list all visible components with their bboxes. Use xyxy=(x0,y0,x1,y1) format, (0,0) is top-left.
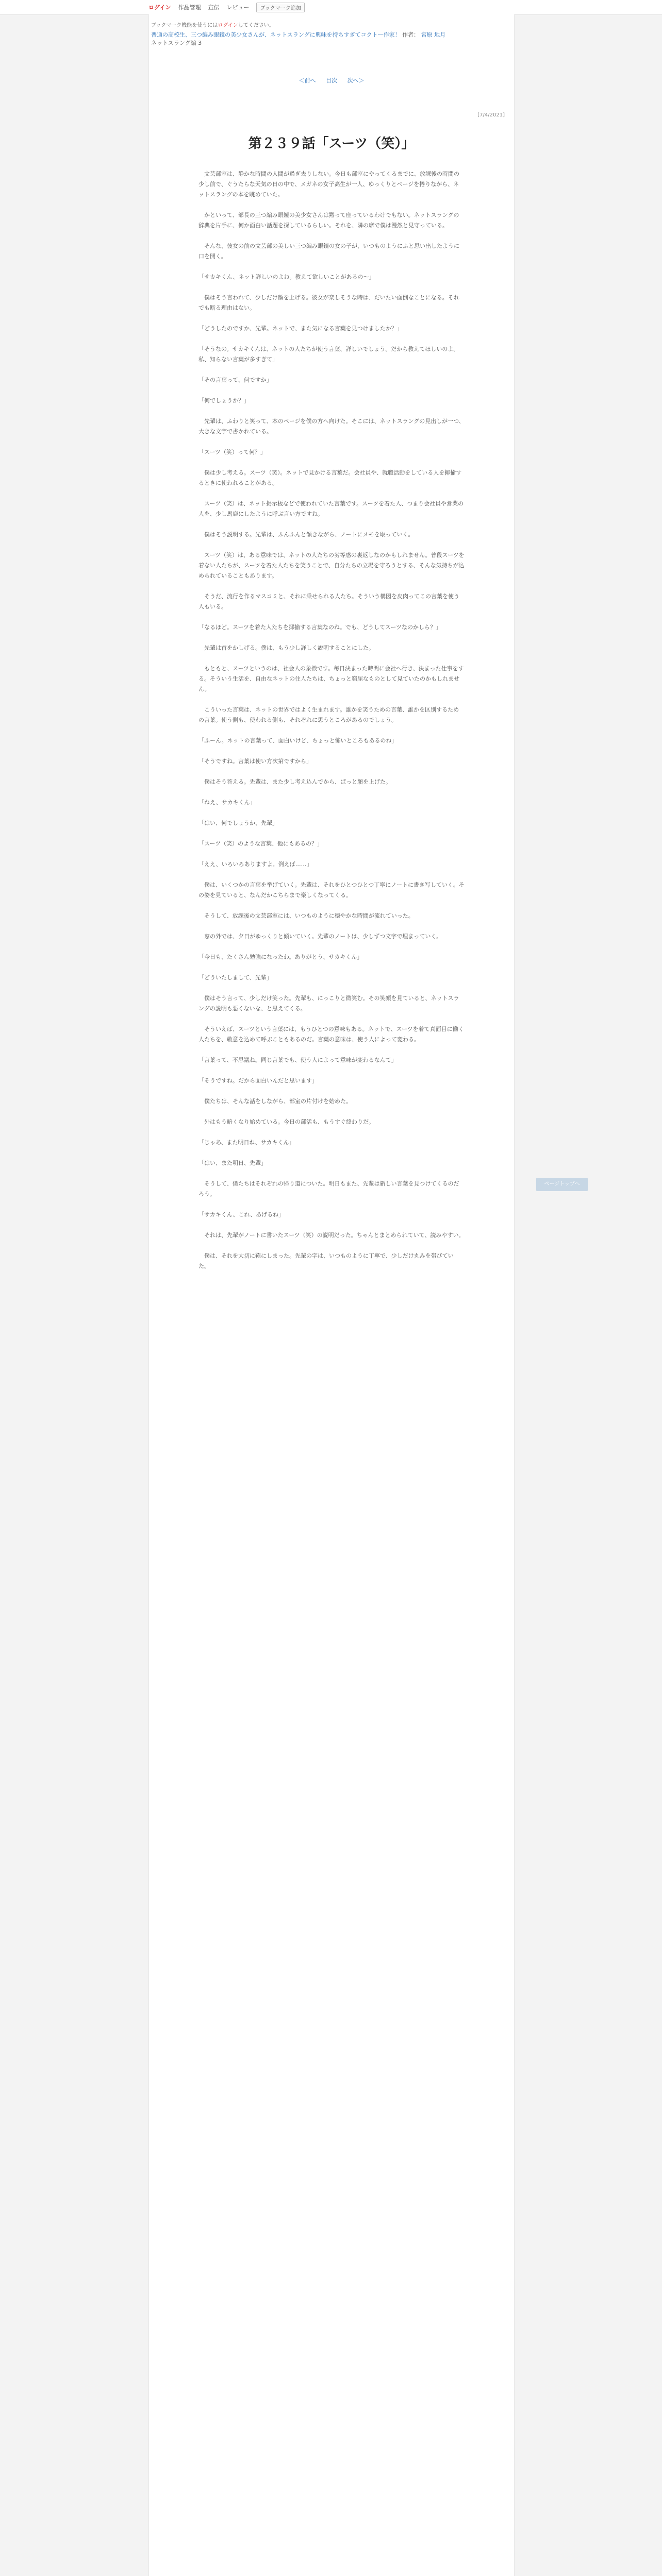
body-paragraph: 僕たちは、そんな話をしながら、部室の片付けを始めた。 xyxy=(204,1098,352,1105)
body-paragraph: 外はもう暗くなり始めている。今日の部活も、もうすぐ終わりだ。 xyxy=(204,1118,374,1125)
author-link[interactable]: 宮原 地月 xyxy=(421,31,446,38)
bookmark-add-button[interactable]: ブックマーク追加 xyxy=(256,3,304,12)
body-paragraph: そうだ、流行を作るマスコミと、それに乗せられる人たち。そういう構図を皮肉ってこの言葉を使う人もいる。 xyxy=(198,593,459,610)
body-paragraph: 「言葉って、不思議ね。同じ言葉でも、使う人によって意味が変わるなんて」 xyxy=(198,1057,397,1063)
body-paragraph: 「今日も、たくさん勉強になったわ。ありがとう、サカキくん」 xyxy=(198,954,363,960)
body-paragraph: スーツ（笑）は、ネット掲示板などで使われていた言葉です。スーツを着た人、つまり会社員や営業の人を、少し馬鹿にしたように呼ぶ言い方ですね。 xyxy=(198,500,464,517)
body-paragraph: 「ふーん。ネットの言葉って、面白いけど、ちょっと怖いところもあるのね」 xyxy=(198,737,398,744)
body-paragraph: スーツ（笑）は、ある意味では、ネットの人たちの劣等感の裏返しなのかもしれません。普段スーツを着ない人たちが、スーツを着た人たちを笑うことで、自分たちの立場を守ろうとする、そんな気持ちが込められていることもあります。 xyxy=(198,552,465,579)
body-paragraph: 「はい、また明日、先輩」 xyxy=(198,1160,267,1166)
body-paragraph: 先輩は、ふわりと笑って、本のページを僕の方へ向けた。そこには、ネットスラングの見出しが一つ、大きな文字で書かれている。 xyxy=(198,418,465,435)
top-bar xyxy=(0,0,662,15)
body-paragraph: 僕はそう言われて、少しだけ顔を上げる。彼女が楽しそうな時は、だいたい面倒なことになる。それでも断る理由はない。 xyxy=(198,294,459,311)
body-paragraph: 僕はそう言って、少しだけ笑った。先輩も、にっこりと微笑む。その笑顔を見ていると、ネットスラングの説明も悪くないな、と思えてくる。 xyxy=(198,995,459,1012)
author-label: 作者： xyxy=(402,31,420,38)
bookmark-notice xyxy=(151,21,274,28)
nav-review[interactable]: レビュー xyxy=(226,4,250,11)
body-paragraph: 文芸部室は、静かな時間の人間が過ぎ去りしない。今日も部室にやってくるまでに、放課後の時間の少し前で、ぐうたらな天気の日の中で、メガネの女子高生が一人、ゆっくりとページを捲りながら、ネットスラングの本を眺めていた。 xyxy=(198,171,459,198)
breadcrumb xyxy=(151,31,507,47)
body-paragraph: 「何でしょうか？」 xyxy=(198,397,250,404)
next-link[interactable]: 次へ＞ xyxy=(347,77,365,84)
body-paragraph: 僕は、いくつかの言葉を挙げていく。先輩は、それをひとつひとつ丁寧にノートに書き写していく。その姿を見ていると、なんだかこちらまで楽しくなってくる。 xyxy=(198,882,465,899)
chapter-group: ネットスラング編 3 xyxy=(151,40,202,46)
body-paragraph: 窓の外では、夕日がゆっくりと傾いていく。先輩のノートは、少しずつ文字で埋まっていく。 xyxy=(204,933,442,940)
body-paragraph: 「どうしたのですか、先輩。ネットで、また気になる言葉を見つけましたか？」 xyxy=(198,325,403,332)
body-paragraph: もともと、スーツというのは、社会人の象徴です。毎日決まった時間に会社へ行き、決まった仕事をする。そういう生活を、自由なネットの住人たちは、ちょっと窮屈なものとして見ていたのかもしれません。 xyxy=(198,665,464,692)
chapter-body xyxy=(198,169,465,1282)
body-paragraph: 僕は、それを大切に鞄にしまった。先輩の字は、いつものように丁寧で、少しだけ丸みを帯びていた。 xyxy=(198,1252,454,1269)
prev-link[interactable]: ＜前へ xyxy=(299,77,316,84)
body-paragraph: 「ねえ、サカキくん」 xyxy=(198,799,256,806)
body-paragraph: 「じゃあ、また明日ね、サカキくん」 xyxy=(198,1139,295,1146)
body-paragraph: 「スーツ（笑）のような言葉、他にもあるの？」 xyxy=(198,840,323,847)
body-paragraph: 「その言葉って、何ですか」 xyxy=(198,377,272,383)
novel-title-link[interactable]: 普通の高校生、三つ編み眼鏡の美少女さんが、ネットスラングに興味を持ちすぎてコクトー作家！ xyxy=(151,31,401,38)
body-paragraph: 「なるほど。スーツを着た人たちを揶揄する言葉なのね。でも、どうしてスーツなのかしら？」 xyxy=(198,624,442,631)
body-paragraph: 先輩は首をかしげる。僕は、もう少し詳しく説明することにした。 xyxy=(204,645,374,651)
body-paragraph: 「ええ、いろいろありますよ。例えば……」 xyxy=(198,861,312,868)
body-paragraph: 「サカキくん、ネット詳しいのよね。教えて欲しいことがあるの～」 xyxy=(198,274,375,280)
body-paragraph: 「スーツ（笑）って何？」 xyxy=(198,449,267,455)
nav-works[interactable]: 作品管理 xyxy=(178,4,201,11)
main-content xyxy=(148,14,515,2576)
notice-login-link[interactable]: ログイン xyxy=(218,23,238,28)
chapter-title: 第２３９話「スーツ（笑）」 xyxy=(248,136,415,151)
pager-top xyxy=(149,76,514,84)
body-paragraph: それは、先輩がノートに書いたスーツ（笑）の説明だった。ちゃんとまとめられていて、読みやすい。 xyxy=(204,1232,465,1239)
body-paragraph: 「どういたしまして、先輩」 xyxy=(198,974,272,981)
update-date: [7/4/2021] xyxy=(477,112,505,118)
body-paragraph: 「そうですね。言葉は使い方次第ですから」 xyxy=(198,758,312,765)
notice-text-end: してください。 xyxy=(238,23,274,28)
body-paragraph: 僕はそう答える。先輩は、また少し考え込んでから、ぱっと顔を上げた。 xyxy=(204,778,391,785)
body-paragraph: そんな、彼女の前の文芸部の美しい三つ編み眼鏡の女の子が、いつものようにふと思い出したように口を開く。 xyxy=(198,243,459,260)
toc-link[interactable]: 目次 xyxy=(326,77,337,84)
page-top-button[interactable]: ページトップへ xyxy=(536,1178,588,1191)
body-paragraph: 僕は少し考える。スーツ（笑）。ネットで見かける言葉だ。会社員や、就職活動をしている人を揶揄するときに使われることがある。 xyxy=(198,469,462,486)
body-paragraph: 「そうなの。サカキくんは、ネットの人たちが使う言葉、詳しいでしょう。だから教えてほしいのよ。私、知らない言葉が多すぎて」 xyxy=(198,346,459,363)
body-paragraph: 「はい、何でしょうか、先輩」 xyxy=(198,820,278,826)
body-paragraph: かといって、部長の三つ編み眼鏡の美少女さんは黙って座っているわけでもない。ネットスラングの辞典を片手に、何か面白い話題を探しているらしい。それを、隣の席で僕は漫然と見守っている。 xyxy=(198,212,459,229)
body-paragraph: 「サカキくん、これ、あげるね」 xyxy=(198,1211,285,1218)
body-paragraph: そうして、放課後の文芸部室には、いつものように穏やかな時間が流れていった。 xyxy=(204,912,414,919)
nav-promo[interactable]: 宣伝 xyxy=(208,4,220,11)
body-paragraph: 「そうですね。だから面白いんだと思います」 xyxy=(198,1077,318,1084)
login-link[interactable]: ログイン xyxy=(148,4,171,11)
body-paragraph: そうして、僕たちはそれぞれの帰り道についた。明日もまた、先輩は新しい言葉を見つけてくるのだろう。 xyxy=(198,1180,459,1197)
body-paragraph: そういえば、スーツという言葉には、もうひとつの意味もある。ネットで、スーツを着て真面目に働く人たちを、敬意を込めて呼ぶこともあるのだ。言葉の意味は、使う人によって変わる。 xyxy=(198,1026,464,1043)
body-paragraph: 僕はそう説明する。先輩は、ふんふんと頷きながら、ノートにメモを取っていく。 xyxy=(204,531,414,538)
notice-text: ブックマーク機能を使うには xyxy=(151,23,218,28)
body-paragraph: こういった言葉は、ネットの世界ではよく生まれます。誰かを笑うための言葉、誰かを区別するための言葉。使う側も、使われる側も、それぞれに思うところがあるのでしょう。 xyxy=(198,706,459,723)
